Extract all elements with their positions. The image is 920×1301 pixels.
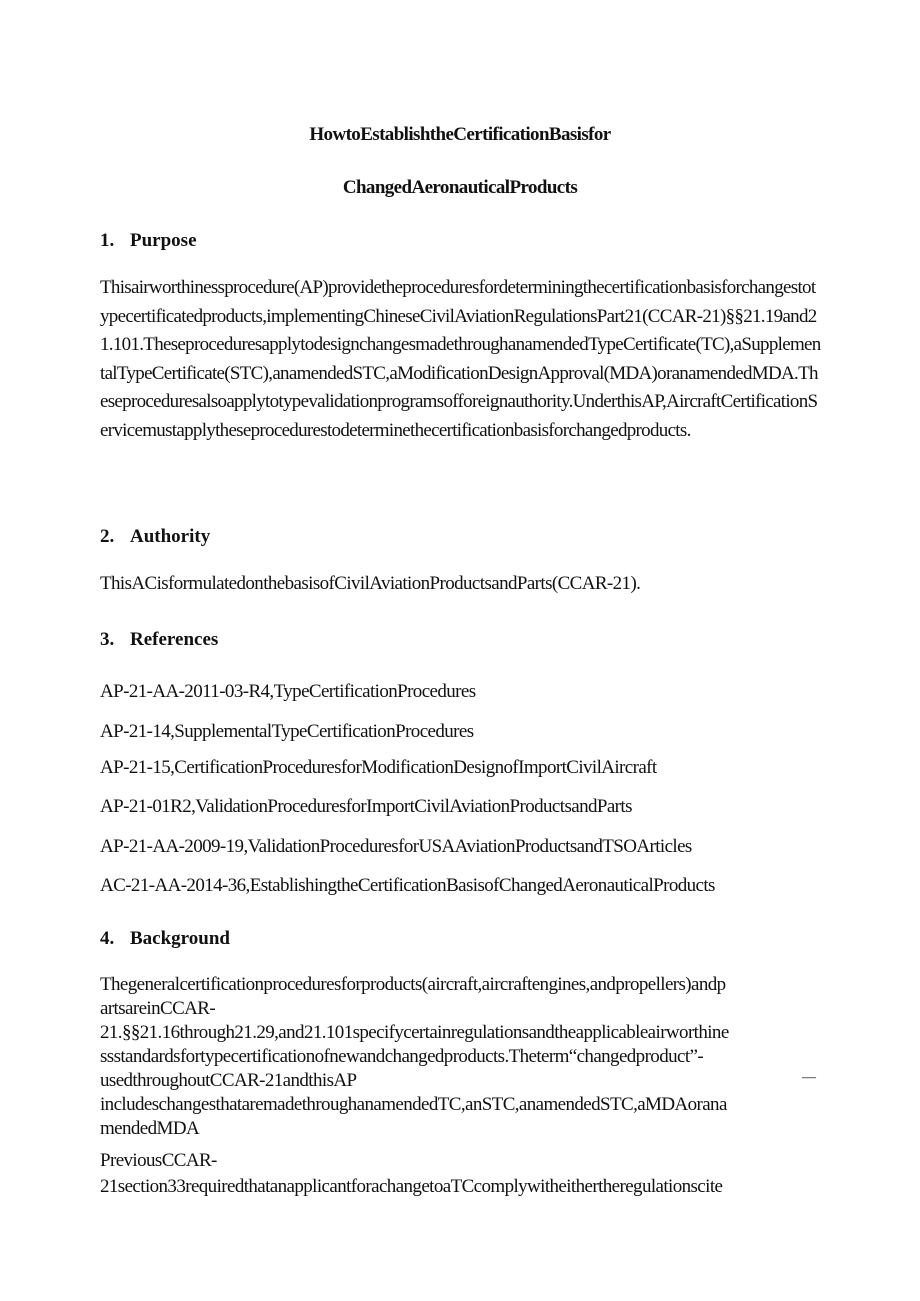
section-title: Authority <box>130 526 211 547</box>
section-heading-background <box>100 928 230 950</box>
background-line: ssstandardsfortypecertificationofnewandchangedproducts.Theterm“changedproduct”- <box>100 1046 704 1067</box>
section-title: Purpose <box>130 230 197 251</box>
background-paragraph-2-line: PreviousCCAR- <box>100 1150 217 1171</box>
section-number: 1. <box>100 230 115 251</box>
background-line: 21.§§21.16through21.29,and21.101specifycertainregulationsandtheapplicableairworthine <box>100 1022 729 1043</box>
document-title-line-2: ChangedAeronauticalProducts <box>342 177 578 198</box>
background-paragraph-2-line: 21section33requiredthatanapplicantforachangetoaTCcomplywitheithertheregulationscite <box>100 1176 723 1197</box>
authority-paragraph: ThisACisformulatedonthebasisofCivilAviationProductsandParts(CCAR-21). <box>100 573 641 594</box>
purpose-paragraph: Thisairworthinessprocedure(AP)providetheproceduresfordeterminingthecertificationbasisforchangestotypecertificatedproducts,implementingChineseCivilAviationRegulationsPart21(CCAR-21)§§21.19and21.101.TheseproceduresapplytodesignchangesmadethroughanamendedTypeCertificate(TC),aSupplementalTypeCertificate(STC),anamendedSTC,aModificationDesignApproval(MDA)oranamendedMDA.Theseproceduresalsoapplytotypevalidationprogramsofforeignauthority.UnderthisAP,AircraftCertificationServicemustapplytheseprocedurestodeterminethecertificationbasisforchangedproducts. <box>100 277 821 441</box>
section-heading-authority <box>100 526 210 548</box>
section-heading-purpose <box>100 230 197 252</box>
section-number: 3. <box>100 629 115 650</box>
reference-item: AP-21-AA-2011-03-R4,TypeCertificationProcedures <box>100 681 476 702</box>
background-line: includeschangesthataremadethroughanamendedTC,anSTC,anamendedSTC,aMDAorana <box>100 1094 727 1115</box>
section-title: Background <box>130 928 230 949</box>
background-line: Thegeneralcertificationproceduresforproducts(aircraft,aircraftengines,andpropellers)andp <box>100 974 726 995</box>
reference-item: AP-21-01R2,ValidationProceduresforImportCivilAviationProductsandParts <box>100 796 632 817</box>
reference-item: AP-21-AA-2009-19,ValidationProceduresforUSAAviationProductsandTSOArticles <box>100 836 692 857</box>
section-number: 2. <box>100 526 115 547</box>
section-number: 4. <box>100 928 115 949</box>
reference-item: AP-21-15,CertificationProceduresforModificationDesignofImportCivilAircraft <box>100 757 657 778</box>
background-line: artsareinCCAR- <box>100 998 216 1019</box>
reference-item: AP-21-14,SupplementalTypeCertificationProcedures <box>100 721 474 742</box>
background-line: usedthroughoutCCAR-21andthisAP <box>100 1070 357 1091</box>
document-title-line-1: HowtoEstablishtheCertificationBasisfor <box>309 124 611 145</box>
section-heading-references <box>100 629 218 651</box>
stray-dash-mark: — <box>802 1070 816 1085</box>
background-line: mendedMDA <box>100 1118 200 1139</box>
reference-item: AC-21-AA-2014-36,EstablishingtheCertificationBasisofChangedAeronauticalProducts <box>100 875 715 896</box>
section-title: References <box>130 629 219 650</box>
